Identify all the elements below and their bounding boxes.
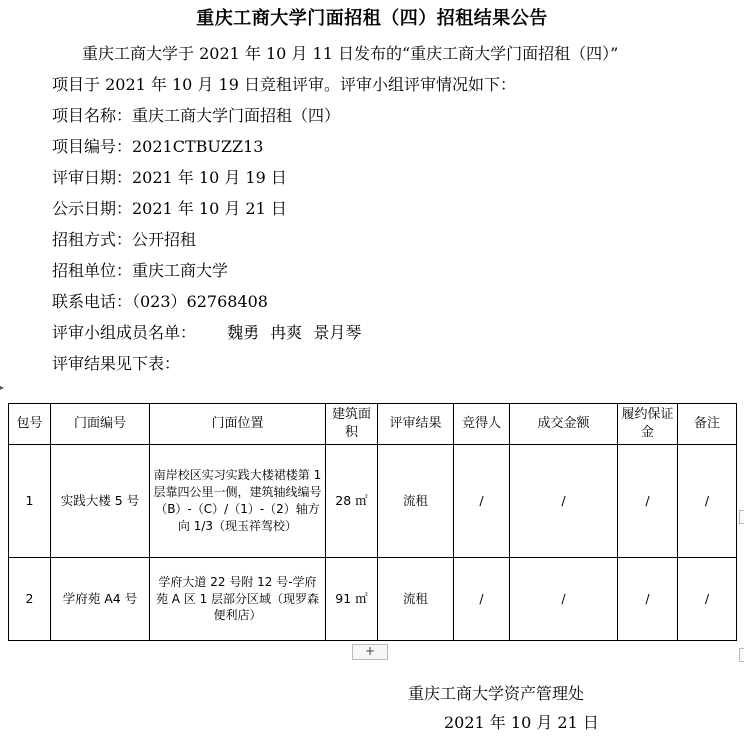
add-row-button[interactable]: + — [352, 644, 388, 660]
cell-shop-location: 学府大道 22 号附 12 号-学府苑 A 区 1 层部分区域（现罗森便利店） — [150, 558, 326, 641]
cell-winner: / — [454, 558, 510, 641]
header-shop-code: 门面编号 — [51, 404, 150, 445]
signature-date: 2021 年 10 月 21 日 — [444, 713, 599, 732]
rental-method: 招租方式：公开招租 — [52, 230, 197, 249]
results-label: 评审结果见下表： — [52, 354, 181, 373]
notice-date: 公示日期：2021 年 10 月 21 日 — [52, 199, 287, 218]
intro-paragraph-line-2: 项目于 2021 年 10 月 19 日竞租评审。评审小组评审情况如下： — [52, 75, 516, 94]
cell-floor-area: 91 ㎡ — [326, 558, 378, 641]
cell-shop-code: 学府苑 A4 号 — [51, 558, 150, 641]
contact-phone: 联系电话：（023）62768408 — [52, 292, 268, 311]
results-table — [8, 403, 737, 641]
cell-performance-deposit: / — [618, 445, 678, 558]
cell-performance-deposit: / — [618, 558, 678, 641]
project-name: 项目名称：重庆工商大学门面招租（四） — [52, 106, 341, 125]
review-date: 评审日期：2021 年 10 月 19 日 — [52, 168, 287, 187]
project-number: 项目编号：2021CTBUZZ13 — [52, 137, 264, 156]
header-performance-deposit: 履约保证金 — [618, 404, 678, 445]
member-name: 景月琴 — [313, 323, 362, 342]
cell-floor-area: 28 ㎡ — [326, 445, 378, 558]
cell-deal-amount: / — [510, 445, 618, 558]
cell-package-no: 1 — [9, 445, 51, 558]
cell-remark: / — [678, 445, 737, 558]
header-winner: 竞得人 — [454, 404, 510, 445]
cell-shop-location: 南岸校区实习实践大楼裙楼第 1 层靠四公里一侧，建筑轴线编号（B）-（C）/（1）-（2）轴方向 1/3（现玉祥驾校） — [150, 445, 326, 558]
cell-package-no: 2 — [9, 558, 51, 641]
rental-unit: 招租单位：重庆工商大学 — [52, 261, 229, 280]
cell-review-result: 流租 — [378, 445, 454, 558]
header-package-no: 包号 — [9, 404, 51, 445]
header-floor-area: 建筑面积 — [326, 404, 378, 445]
cell-remark: / — [678, 558, 737, 641]
cell-review-result: 流租 — [378, 558, 454, 641]
cell-shop-code: 实践大楼 5 号 — [51, 445, 150, 558]
table-row — [9, 558, 737, 641]
review-members — [52, 320, 361, 343]
header-remark: 备注 — [678, 404, 737, 445]
cell-winner: / — [454, 445, 510, 558]
table-move-handle-icon[interactable]: ▸ — [0, 383, 5, 392]
table-header-row — [9, 404, 737, 445]
notice-title: 重庆工商大学门面招租（四）招租结果公告 — [196, 8, 548, 29]
members-label: 评审小组成员名单： — [52, 323, 197, 342]
header-deal-amount: 成交金额 — [510, 404, 618, 445]
header-shop-location: 门面位置 — [150, 404, 326, 445]
row-resize-handle[interactable] — [739, 648, 744, 662]
table-row — [9, 445, 737, 558]
cell-deal-amount: / — [510, 558, 618, 641]
signature-organization: 重庆工商大学资产管理处 — [408, 684, 585, 703]
header-review-result: 评审结果 — [378, 404, 454, 445]
member-name: 魏勇 — [227, 323, 260, 342]
row-resize-handle[interactable] — [739, 510, 744, 524]
member-name: 冉爽 — [270, 323, 303, 342]
intro-paragraph-line-1: 重庆工商大学于 2021 年 10 月 11 日发布的“重庆工商大学门面招租（四）” — [82, 44, 619, 63]
